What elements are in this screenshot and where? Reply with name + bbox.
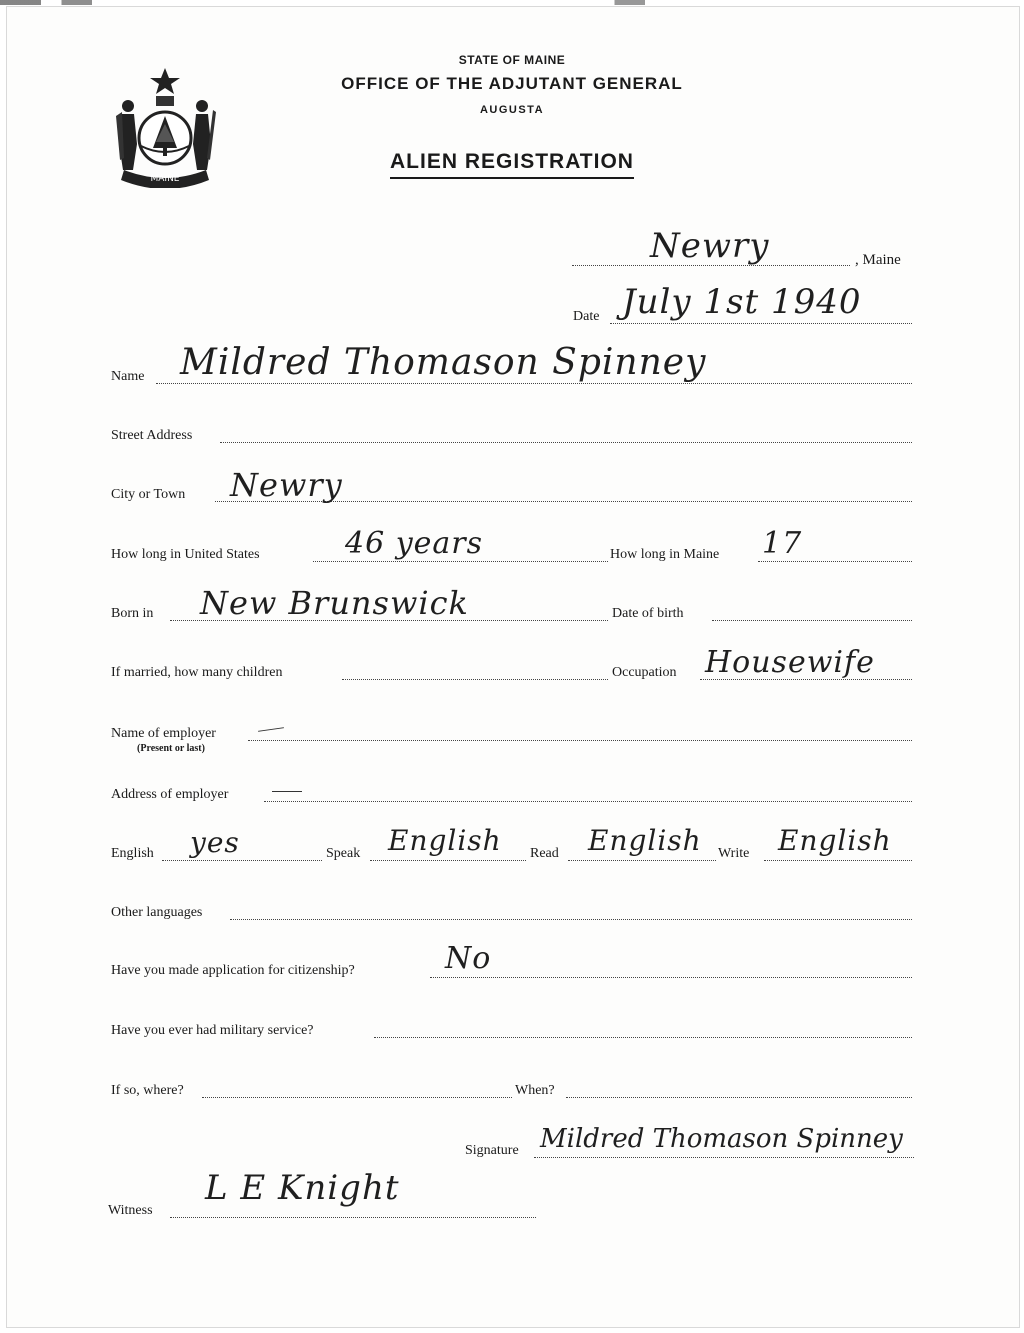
scan-edge bbox=[0, 0, 1024, 5]
children-line bbox=[342, 679, 608, 680]
employer-label: Name of employer bbox=[111, 726, 216, 741]
speak-label: Speak bbox=[326, 846, 361, 861]
english-label: English bbox=[111, 846, 154, 861]
write-label: Write bbox=[718, 846, 750, 861]
employer-address-line bbox=[264, 801, 912, 802]
other-languages-line bbox=[230, 919, 912, 920]
seal-banner-text: MAINE bbox=[150, 174, 180, 184]
city-value: Newry bbox=[230, 466, 343, 504]
witness-line bbox=[170, 1217, 536, 1218]
street-line bbox=[220, 442, 912, 443]
occupation-value: Housewife bbox=[705, 645, 875, 680]
read-label: Read bbox=[530, 846, 559, 861]
maine-duration-label: How long in Maine bbox=[610, 547, 720, 562]
citizenship-value: No bbox=[445, 941, 492, 976]
born-in-value: New Brunswick bbox=[200, 584, 469, 622]
signature-line bbox=[534, 1157, 914, 1158]
place-suffix: , Maine bbox=[855, 252, 901, 268]
name-value: Mildred Thomason Spinney bbox=[180, 342, 707, 383]
form-title bbox=[0, 150, 1024, 174]
name-line bbox=[156, 383, 912, 384]
form-title-text: ALIEN REGISTRATION bbox=[390, 150, 634, 179]
where-label: If so, where? bbox=[111, 1083, 184, 1098]
employer-sublabel: (Present or last) bbox=[137, 743, 205, 754]
employer-address-dash-mark bbox=[272, 791, 302, 792]
military-line bbox=[374, 1037, 912, 1038]
dob-line bbox=[712, 620, 912, 621]
speak-value: English bbox=[388, 824, 502, 857]
citizenship-line bbox=[430, 977, 912, 978]
born-in-label: Born in bbox=[111, 606, 154, 621]
witness-label: Witness bbox=[108, 1203, 153, 1218]
maine-duration-line bbox=[758, 561, 912, 562]
us-duration-line bbox=[313, 561, 608, 562]
name-label: Name bbox=[111, 369, 145, 384]
state-heading: STATE OF MAINE bbox=[458, 53, 566, 67]
military-label: Have you ever had military service? bbox=[111, 1023, 314, 1038]
us-duration-label: How long in United States bbox=[111, 547, 260, 562]
witness-value: L E Knight bbox=[205, 1168, 400, 1208]
when-label: When? bbox=[515, 1083, 555, 1098]
dob-label: Date of birth bbox=[612, 606, 684, 621]
read-line bbox=[568, 860, 716, 861]
place-value: Newry bbox=[650, 226, 770, 266]
when-line bbox=[566, 1097, 912, 1098]
english-line bbox=[162, 860, 322, 861]
date-line bbox=[610, 323, 912, 324]
date-label: Date bbox=[573, 309, 600, 324]
maine-duration-value: 17 bbox=[762, 526, 803, 561]
occupation-label: Occupation bbox=[612, 665, 677, 680]
us-duration-value: 46 years bbox=[345, 526, 484, 561]
children-label: If married, how many children bbox=[111, 665, 283, 680]
signature-value: Mildred Thomason Spinney bbox=[540, 1124, 903, 1154]
city-label: City or Town bbox=[111, 487, 186, 502]
where-line bbox=[202, 1097, 512, 1098]
signature-label: Signature bbox=[465, 1143, 519, 1158]
other-languages-label: Other languages bbox=[111, 905, 203, 920]
write-line bbox=[764, 860, 912, 861]
city-heading: AUGUSTA bbox=[479, 104, 545, 116]
office-heading: OFFICE OF THE ADJUTANT GENERAL bbox=[341, 74, 683, 93]
write-value: English bbox=[778, 824, 892, 857]
speak-line bbox=[370, 860, 526, 861]
english-value: yes bbox=[190, 826, 240, 859]
employer-address-label: Address of employer bbox=[111, 787, 229, 802]
read-value: English bbox=[588, 824, 702, 857]
date-value: July 1st 1940 bbox=[622, 282, 862, 322]
employer-line bbox=[248, 740, 912, 741]
citizenship-label: Have you made application for citizenship? bbox=[111, 963, 355, 978]
street-label: Street Address bbox=[111, 428, 193, 443]
